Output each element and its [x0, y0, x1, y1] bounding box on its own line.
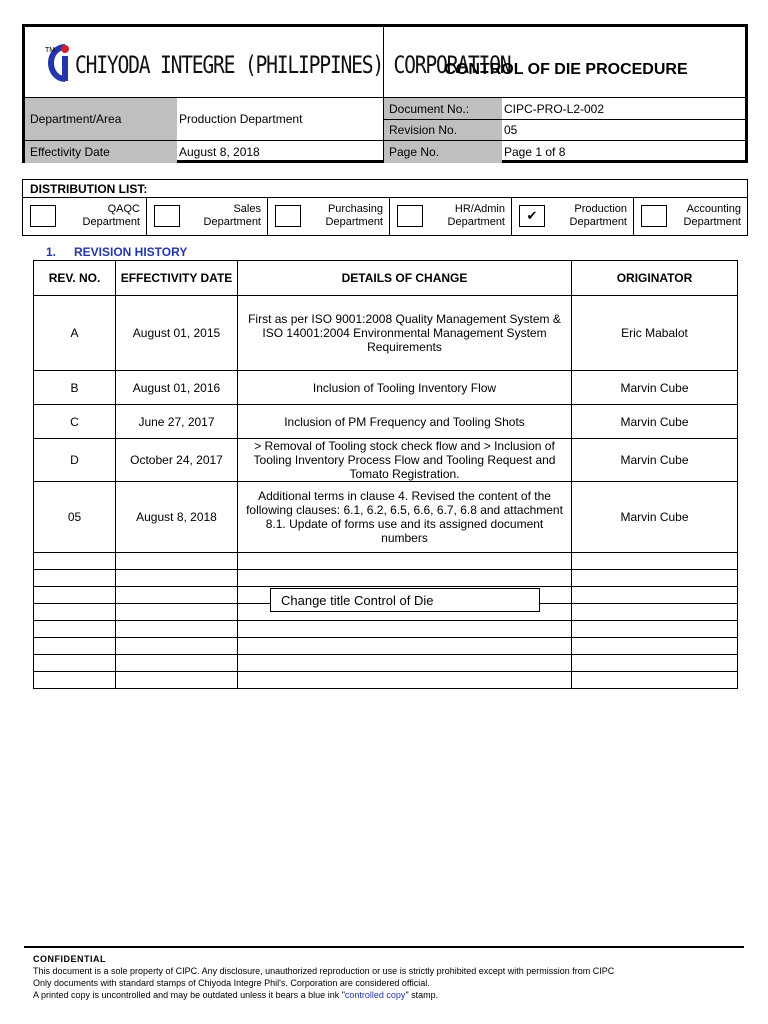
- revision-history-heading: [46, 245, 187, 259]
- distribution-item-accounting: [634, 198, 747, 235]
- originator-cell: Marvin Cube: [572, 439, 738, 482]
- footer-line-3: A printed copy is uncontrolled and may be outdated unless it bears a blue ink "controlled copy" stamp.: [33, 990, 439, 1000]
- footer-divider: [24, 946, 744, 948]
- footer-line-1: This document is a sole property of CIPC. Any disclosure, unauthorized reproduction or use is strictly prohibited except with permission from CIPC: [33, 966, 615, 976]
- rev-no-cell: A: [34, 296, 116, 371]
- page-no-value: Page 1 of 8: [504, 145, 566, 159]
- distribution-item-sales: [147, 198, 268, 235]
- distribution-checkbox[interactable]: [397, 205, 423, 227]
- originator-cell: Marvin Cube: [572, 405, 738, 439]
- department-value: Production Department: [179, 112, 303, 126]
- logo-superscript: TM: [45, 47, 56, 54]
- distribution-checkbox[interactable]: [30, 205, 56, 227]
- page-no-label: Page No.: [384, 141, 502, 163]
- distribution-label: HR/Admin Department: [447, 203, 505, 228]
- distribution-list: [22, 179, 748, 236]
- distribution-checkbox[interactable]: [275, 205, 301, 227]
- change-title-note: Change title Control of Die: [270, 588, 540, 612]
- document-header: [22, 24, 748, 163]
- empty-table-row: [34, 655, 738, 672]
- distribution-list-title: DISTRIBUTION LIST:: [23, 180, 747, 198]
- confidentiality-footer: [33, 953, 733, 1001]
- document-no-label: Document No.:: [384, 98, 502, 119]
- originator-cell: Marvin Cube: [572, 482, 738, 553]
- table-row: [34, 371, 738, 405]
- distribution-checkbox[interactable]: [641, 205, 667, 227]
- footer-line-2: Only documents with standard stamps of Chiyoda Integre Phil's. Corporation are considered official.: [33, 978, 430, 988]
- department-label: Department/Area: [25, 98, 177, 140]
- column-header-effectivity-date: EFFECTIVITY DATE: [116, 261, 238, 296]
- originator-cell: Marvin Cube: [572, 371, 738, 405]
- distribution-item-purchasing: [268, 198, 390, 235]
- date-cell: June 27, 2017: [116, 405, 238, 439]
- confidential-label: CONFIDENTIAL: [33, 954, 106, 964]
- details-cell: Inclusion of PM Frequency and Tooling Shots: [238, 405, 572, 439]
- distribution-label: Production Department: [569, 203, 627, 228]
- effectivity-date-value: August 8, 2018: [179, 145, 260, 159]
- empty-table-row: [34, 638, 738, 655]
- distribution-item-hr-admin: [390, 198, 512, 235]
- section-number: 1.: [46, 245, 57, 259]
- distribution-label: Accounting Department: [683, 203, 741, 228]
- column-header-rev-no: REV. NO.: [34, 261, 116, 296]
- revision-no-value: 05: [504, 123, 518, 137]
- column-header-details: DETAILS OF CHANGE: [238, 261, 572, 296]
- document-no-value: CIPC-PRO-L2-002: [504, 101, 605, 116]
- details-cell: First as per ISO 9001:2008 Quality Management System & ISO 14001:2004 Environmental Management System Requirements: [238, 296, 572, 371]
- empty-table-row: [34, 553, 738, 570]
- rev-no-cell: C: [34, 405, 116, 439]
- date-cell: October 24, 2017: [116, 439, 238, 482]
- date-cell: August 01, 2015: [116, 296, 238, 371]
- revision-history-table: [33, 260, 738, 689]
- distribution-checkbox-checked[interactable]: ✔: [519, 205, 545, 227]
- revision-no-label: Revision No.: [384, 120, 502, 140]
- table-header-row: [34, 261, 738, 296]
- column-header-originator: ORIGINATOR: [572, 261, 738, 296]
- distribution-label: Sales Department: [203, 203, 261, 228]
- distribution-item-production: [512, 198, 634, 235]
- company-logo: [25, 27, 511, 97]
- effectivity-date-label: Effectivity Date: [25, 141, 177, 163]
- rev-no-cell: 05: [34, 482, 116, 553]
- distribution-item-qaqc: [23, 198, 147, 235]
- date-cell: August 8, 2018: [116, 482, 238, 553]
- distribution-label: Purchasing Department: [325, 203, 383, 228]
- originator-cell: Eric Mabalot: [572, 296, 738, 371]
- empty-table-row: [34, 621, 738, 638]
- rev-no-cell: B: [34, 371, 116, 405]
- distribution-label: QAQC Department: [82, 203, 140, 228]
- distribution-checkbox[interactable]: [154, 205, 180, 227]
- table-row: [34, 405, 738, 439]
- company-name: CHIYODA INTEGRE (PHILIPPINES) CORPORATION: [75, 51, 511, 79]
- table-row: [34, 439, 738, 482]
- date-cell: August 01, 2016: [116, 371, 238, 405]
- details-cell: Inclusion of Tooling Inventory Flow: [238, 371, 572, 405]
- table-row: [34, 296, 738, 371]
- controlled-copy-text: controlled copy: [344, 990, 406, 1000]
- section-title: REVISION HISTORY: [74, 245, 188, 259]
- table-row: [34, 482, 738, 553]
- document-title: CONTROL OF DIE PROCEDURE: [444, 61, 688, 78]
- details-cell: > Removal of Tooling stock check flow and > Inclusion of Tooling Inventory Process Flow and Tooling Request and Tomato Registration.: [238, 439, 572, 482]
- empty-table-row: [34, 672, 738, 689]
- details-cell: Additional terms in clause 4. Revised the content of the following clauses: 6.1, 6.2, 6.5, 6.6, 6.7, 6.8 and attachment 8.1. Update of forms use and its assigned document numbers: [238, 482, 572, 553]
- rev-no-cell: D: [34, 439, 116, 482]
- empty-table-row: [34, 570, 738, 587]
